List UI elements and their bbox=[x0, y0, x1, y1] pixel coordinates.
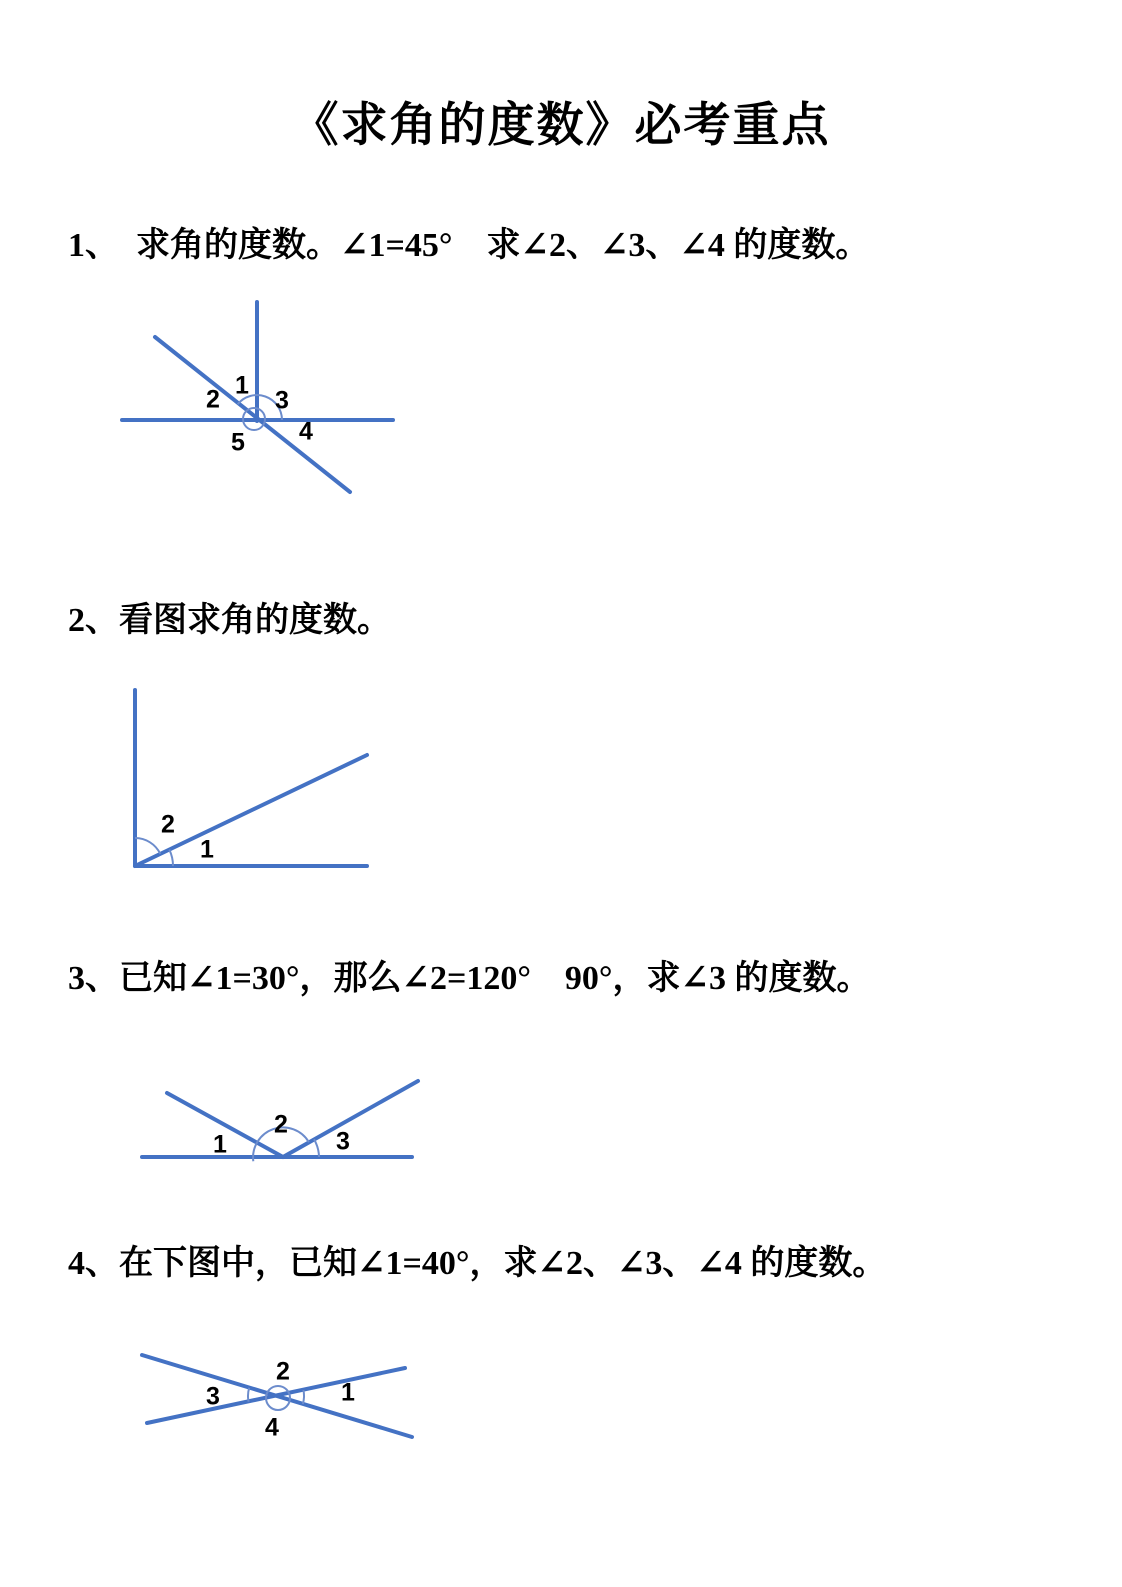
right-ray bbox=[283, 1081, 418, 1157]
diagram-2-canvas bbox=[115, 685, 375, 880]
angle-1-label: 1 bbox=[341, 1378, 355, 1407]
angle-4-label: 4 bbox=[299, 417, 313, 446]
angle-3-arc bbox=[314, 1139, 319, 1157]
question-4-text: 4、在下图中，已知∠1=40°，求∠2、∠3、∠4 的度数。 bbox=[68, 1245, 887, 1282]
question-1-text: 1、 求角的度数。∠1=45° 求∠2、∠3、∠4 的度数。 bbox=[68, 227, 870, 264]
angle-1-arc bbox=[169, 850, 173, 866]
diagram-1-canvas bbox=[100, 285, 420, 500]
angle-3-label: 3 bbox=[336, 1127, 350, 1156]
angle-1-label: 1 bbox=[213, 1130, 227, 1159]
angle-1-label: 1 bbox=[200, 835, 214, 864]
question-2-text: 2、看图求角的度数。 bbox=[68, 602, 391, 639]
angle-2-label: 2 bbox=[274, 1110, 288, 1139]
angle-1-label: 1 bbox=[235, 371, 249, 400]
question-4-diagram bbox=[130, 1340, 430, 1447]
question-1-diagram bbox=[100, 285, 420, 500]
question-2-diagram bbox=[115, 685, 375, 880]
question-3-text: 3、已知∠1=30°，那么∠2=120° 90°，求∠3 的度数。 bbox=[68, 960, 871, 997]
question-3-diagram bbox=[130, 1063, 430, 1170]
angle-3-label: 3 bbox=[275, 386, 289, 415]
angle-2-label: 2 bbox=[276, 1357, 290, 1386]
angle-2-label: 2 bbox=[206, 385, 220, 414]
angle-3-arc bbox=[248, 1388, 249, 1402]
angle-2-arc bbox=[135, 838, 160, 854]
diagonal-line bbox=[155, 337, 350, 492]
angle-3-label: 3 bbox=[206, 1382, 220, 1411]
diagram-4-canvas bbox=[130, 1340, 430, 1447]
angle-2-label: 2 bbox=[161, 810, 175, 839]
angle-4-label: 4 bbox=[265, 1413, 279, 1442]
page-title: 《求角的度数》必考重点 bbox=[291, 100, 831, 152]
angle-5-label: 5 bbox=[231, 428, 245, 457]
angle-1-arc bbox=[303, 1390, 304, 1404]
